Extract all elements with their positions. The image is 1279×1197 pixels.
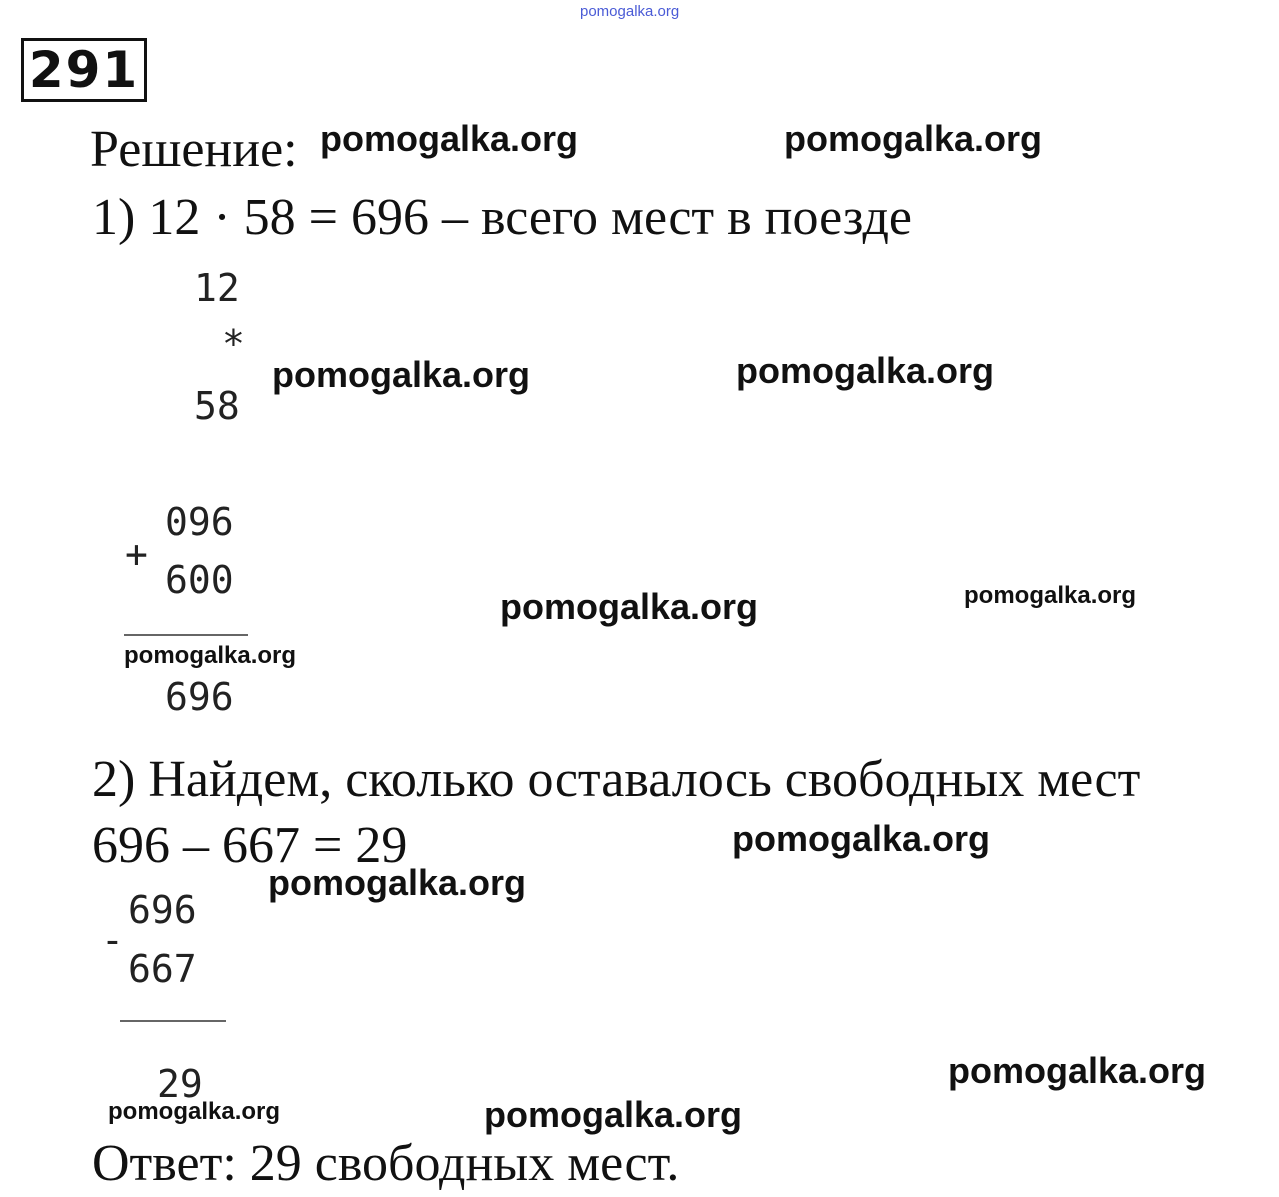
- watermark: pomogalka.org: [320, 118, 579, 159]
- watermark: pomogalka.org: [732, 818, 991, 859]
- watermark: pomogalka.org: [268, 862, 527, 903]
- sub-result: 29: [157, 1062, 203, 1106]
- add-partial-2: 600: [165, 558, 234, 602]
- sub-subtrahend: 667: [128, 947, 197, 991]
- watermark: pomogalka.org: [784, 118, 1043, 159]
- watermark: pomogalka.org: [272, 354, 531, 395]
- mult-factor-b: 58: [194, 384, 240, 428]
- sub-result-line: [120, 1020, 226, 1022]
- sub-minuend: 696: [128, 888, 197, 932]
- watermark: pomogalka.org: [484, 1094, 743, 1135]
- add-operator: +: [125, 532, 148, 576]
- mult-operator: *: [222, 322, 245, 366]
- watermark: pomogalka.org: [736, 350, 995, 391]
- add-partial-1: 096: [165, 500, 234, 544]
- answer-text: Ответ: 29 свободных мест.: [92, 1135, 680, 1192]
- add-sum-line: [124, 634, 248, 636]
- watermark: pomogalka.org: [964, 582, 1137, 609]
- watermark: pomogalka.org: [108, 1098, 281, 1125]
- watermark: pomogalka.org: [500, 586, 759, 627]
- step-1-text: 1) 12 · 58 = 696 – всего мест в поезде: [92, 189, 912, 246]
- mult-factor-a: 12: [194, 266, 240, 310]
- sub-operator: -: [101, 918, 124, 962]
- site-watermark-top: pomogalka.org: [580, 3, 680, 20]
- problem-number-badge: 291: [21, 38, 147, 102]
- step-2-expression: 696 – 667 = 29: [92, 817, 408, 874]
- add-sum: 696: [165, 675, 234, 719]
- solution-heading: Решение:: [90, 121, 298, 178]
- watermark: pomogalka.org: [948, 1050, 1207, 1091]
- step-2-text: 2) Найдем, сколько оставалось свободных мест: [92, 751, 1141, 808]
- watermark: pomogalka.org: [124, 642, 297, 669]
